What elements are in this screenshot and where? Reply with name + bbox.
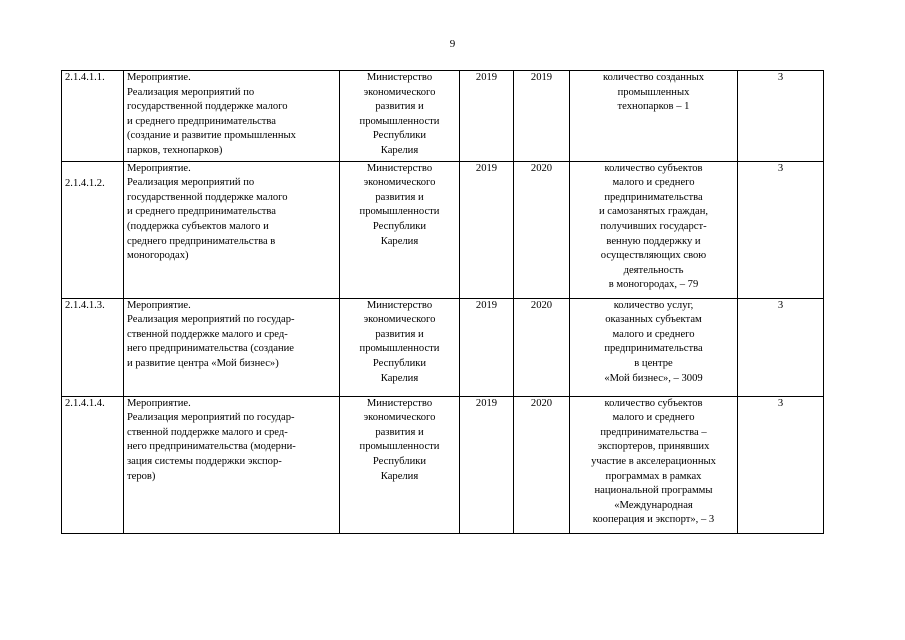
- end-year: 2020: [514, 161, 570, 298]
- event-description: Мероприятие. Реализация мероприятий по государственной поддержке малого и среднего предпринимательства (поддержка субъектов малого и среднего предпринимательства в моногородах): [124, 161, 340, 298]
- executor: Министерство экономического развития и промышленности Республики Карелия: [340, 71, 460, 162]
- task-ref: 3: [738, 298, 824, 396]
- start-year: 2019: [460, 71, 514, 162]
- task-ref: 3: [738, 161, 824, 298]
- end-year: 2020: [514, 396, 570, 533]
- end-year: 2019: [514, 71, 570, 162]
- task-ref: 3: [738, 71, 824, 162]
- event-description: Мероприятие. Реализация мероприятий по государ- ственной поддержке малого и сред- него предпринимательства (создание и развитие центра «Мой бизнес»): [124, 298, 340, 396]
- start-year: 2019: [460, 396, 514, 533]
- indicator: количество субъектов малого и среднего предпринимательства – экспортеров, принявших участие в акселерационных программах в рамках национальной программы «Международная кооперация и экспорт», – 3: [570, 396, 738, 533]
- row-code: 2.1.4.1.1.: [62, 71, 124, 162]
- page-number: 9: [449, 38, 456, 50]
- plan-table: [61, 70, 824, 534]
- table-row: [62, 298, 824, 396]
- executor: Министерство экономического развития и промышленности Республики Карелия: [340, 298, 460, 396]
- table-row: [62, 71, 824, 162]
- task-ref: 3: [738, 396, 824, 533]
- row-code: 2.1.4.1.3.: [62, 298, 124, 396]
- executor: Министерство экономического развития и промышленности Республики Карелия: [340, 161, 460, 298]
- indicator: количество созданных промышленных технопарков – 1: [570, 71, 738, 162]
- indicator: количество услуг, оказанных субъектам малого и среднего предпринимательства в центре «Мой бизнес», – 3009: [570, 298, 738, 396]
- start-year: 2019: [460, 298, 514, 396]
- table-row: [62, 396, 824, 533]
- end-year: 2020: [514, 298, 570, 396]
- indicator: количество субъектов малого и среднего предпринимательства и самозанятых граждан, получивших государст- венную поддержку и осуществляющих свою деятельность в моногородах, – 79: [570, 161, 738, 298]
- table-row: [62, 161, 824, 298]
- event-description: Мероприятие. Реализация мероприятий по государ- ственной поддержке малого и сред- него предпринимательства (модерни- зация системы поддержки экспор- теров): [124, 396, 340, 533]
- event-description: Мероприятие. Реализация мероприятий по государственной поддержке малого и среднего предпринимательства (создание и развитие промышленных парков, технопарков): [124, 71, 340, 162]
- executor: Министерство экономического развития и промышленности Республики Карелия: [340, 396, 460, 533]
- row-code: 2.1.4.1.4.: [62, 396, 124, 533]
- start-year: 2019: [460, 161, 514, 298]
- row-code: 2.1.4.1.2.: [62, 161, 124, 298]
